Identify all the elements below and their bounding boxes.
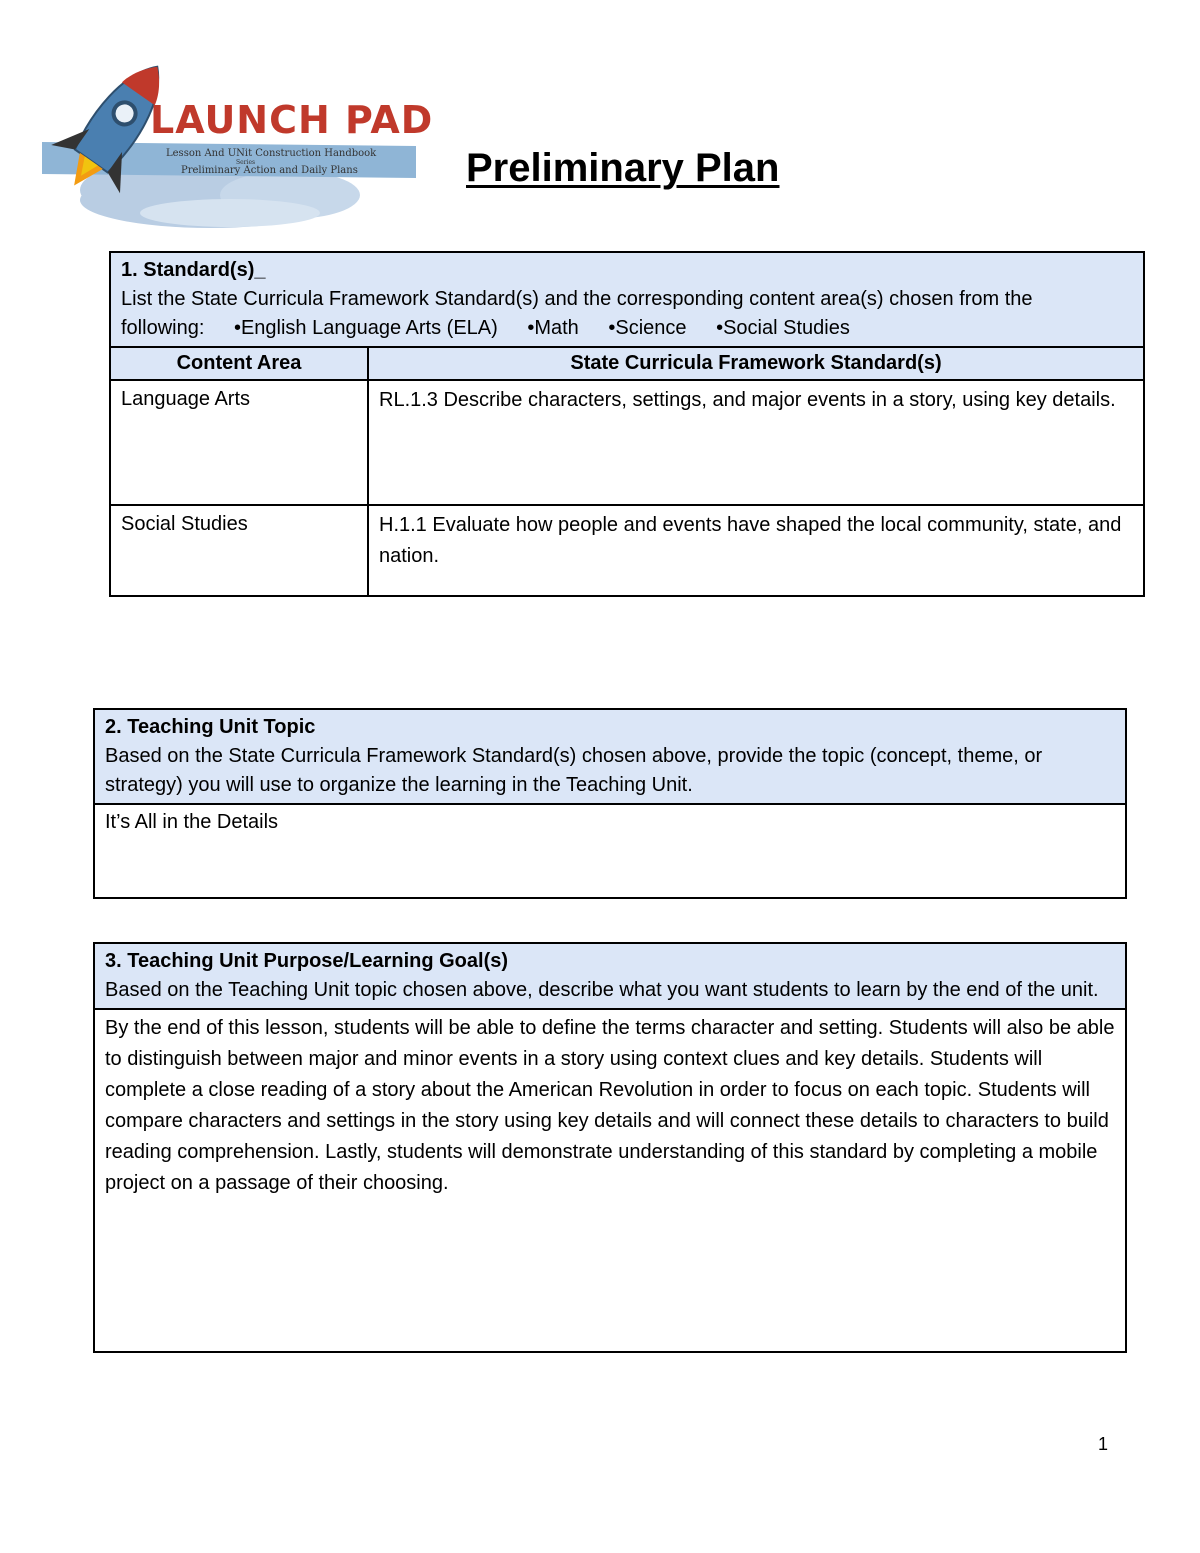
column-header-content-area: Content Area [110, 347, 368, 380]
topic-answer: It’s All in the Details [94, 804, 1126, 898]
topic-header [94, 709, 1126, 804]
teaching-unit-topic-table [93, 708, 1127, 899]
standards-instruction: List the State Curricula Framework Standard(s) and the corresponding content area(s) chosen from the [121, 288, 1033, 310]
column-header-standards: State Curricula Framework Standard(s) [368, 347, 1144, 380]
goals-heading: 3. Teaching Unit Purpose/Learning Goal(s) [105, 950, 509, 972]
logo-subtitle: Lesson And UNit Construction Handbook [166, 148, 377, 159]
launch-pad-logo [40, 50, 434, 230]
standards-table [109, 251, 1145, 597]
table-row [110, 505, 1144, 596]
learning-goals-table [93, 942, 1127, 1353]
goals-header [94, 943, 1126, 1009]
standard-cell: H.1.1 Evaluate how people and events have shaped the local community, state, and nation. [368, 505, 1144, 596]
logo-title: LAUNCH PAD [150, 98, 434, 142]
topic-heading: 2. Teaching Unit Topic [105, 716, 316, 738]
standard-cell: RL.1.3 Describe characters, settings, and major events in a story, using key details. [368, 380, 1144, 505]
goals-instruction: Based on the Teaching Unit topic chosen above, describe what you want students to learn by the end of the unit. [105, 979, 1099, 1001]
option-math: •Math [527, 317, 579, 339]
page-number: 1 [1098, 1434, 1109, 1454]
logo-subtitle-series: Series [236, 159, 256, 166]
standards-header [110, 252, 1144, 347]
option-ela: •English Language Arts (ELA) [233, 317, 498, 339]
options-prefix: following: [121, 317, 205, 339]
content-area-options [121, 317, 850, 339]
topic-instruction: Based on the State Curricula Framework Standard(s) chosen above, provide the topic (concept, theme, or strategy) you will use to organize the learning in the Teaching Unit. [105, 745, 1043, 796]
option-science: •Science [608, 317, 687, 339]
page-title: Preliminary Plan [466, 146, 780, 190]
goals-answer: By the end of this lesson, students will be able to define the terms character and setting. Students will also be able to distinguish between major and minor events in a story using context clues and key details. Students will complete a close reading of a story about the American Revolution in order to focus on each topic. Students will compare characters and settings in the story using key details and will connect these details to characters to build reading comprehension. Lastly, students will demonstrate understanding of this standard by completing a mobile project on a passage of their choosing. [94, 1009, 1126, 1352]
option-social-studies: •Social Studies [716, 317, 850, 339]
standards-heading: 1. Standard(s)_ [121, 259, 266, 281]
logo-subtitle-plans: Preliminary Action and Daily Plans [181, 165, 358, 176]
table-row [110, 380, 1144, 505]
content-area-cell: Social Studies [110, 505, 368, 596]
content-area-cell: Language Arts [110, 380, 368, 505]
